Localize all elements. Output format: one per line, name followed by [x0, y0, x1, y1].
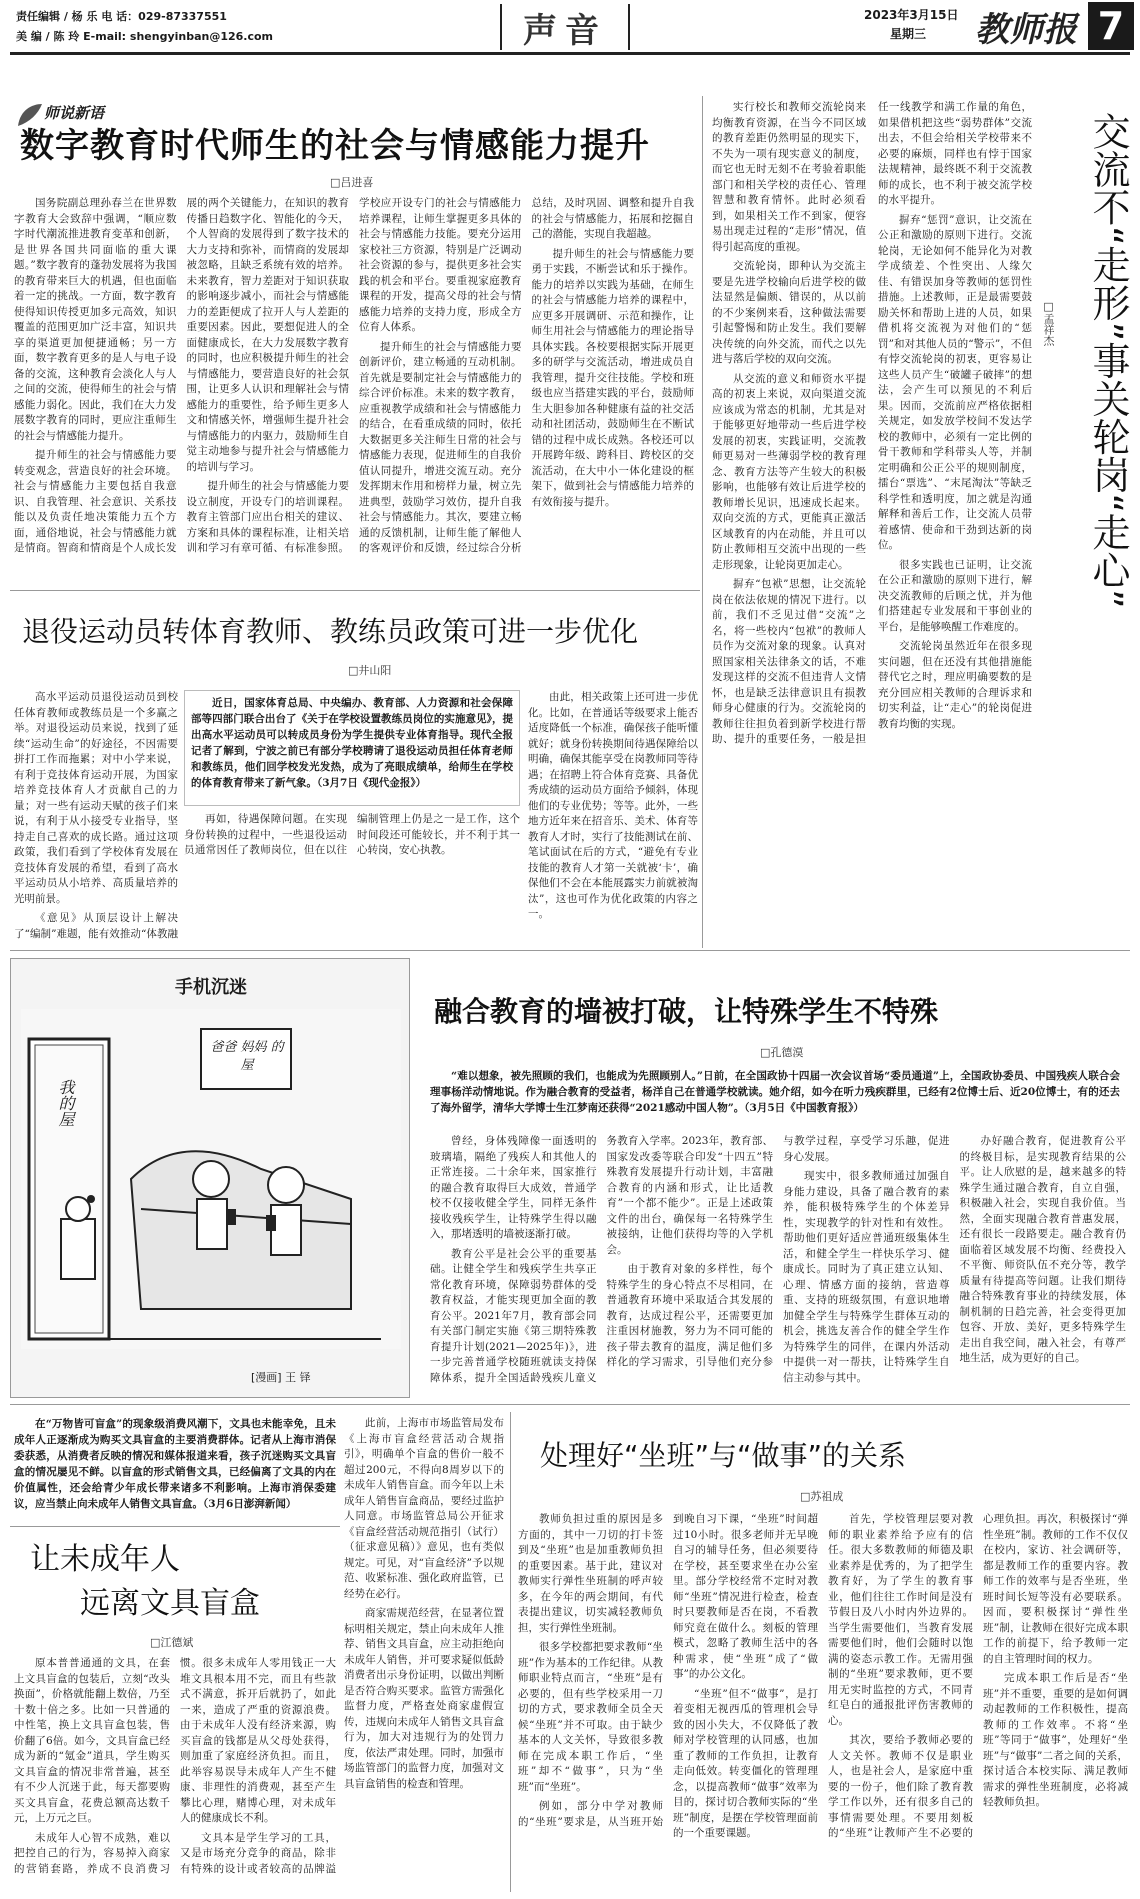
- article5-byline: □江德斌: [150, 1636, 194, 1649]
- article1-title: 数字教育时代师生的社会与情感能力提升: [20, 126, 650, 166]
- article5-body-b: [344, 1416, 504, 1892]
- article2-paragraph: 由此，相关政策上还可进一步优化。比如，在普通话等级要求上能否适度降低一个标准，确保孩子能听懂就好；就身份转换期间待遇保障给以明确，确保其能享受在岗教师同等待遇；在招聘上符合体育竞赛、具备优秀成绩的运动员方面给予倾斜，体现他们的专业优势；等等。此外，一些地方近年来在招音乐、美术、体育等教育人才时，实行了技能测试在前、笔试面试在后的方式，“避免有专业技能的教育人才第一关就被‘卡’，确保他们不会在本能展露实力前就被淘汰”，这也可作为优化政策的内容之一。: [528, 691, 698, 920]
- article3-paragraph: 摒弃“惩罚”意识，让交流在公正和激励的原则下进行。交流轮岗，无论如何不能异化为对教学成绩差、个性突出、人缘欠佳、有错误加身等教师的惩罚性措施。上述教师，正是最需要鼓励关怀和帮助上进的人员，如果借机将交流视为对他们的“惩罚”和对其他人员的“警示”，不但有悖交流轮岗的初衷，更容易让这些人员产生“破罐子破摔”的想法，会产生可以预见的不利后果。因而，交流前应严格依据相关规定，如发放学校间不发达学校的教师中，必须有一定比例的骨干教师和学科带头人等，并制定明确和公正公平的规则制度，擂台“票选”、“末尾淘汰”等缺乏科学性和透明度，加之就是沟通解释和善后工作，让交流人员带着感情、使命和干劲到达新的岗位。: [878, 213, 1032, 551]
- article5-title-line2: 远离文具盲盒: [80, 1586, 260, 1621]
- article3-paragraph: 交流轮岗，即种认为交流主要是先进学校输向后进学校的做法显然是偏颇、错误的，从以前的不少案例来看，这种做法需要引起警惕和防止发生。我们要解决传统的向外交流，而代之以先进与落后学校的双向交流。: [712, 260, 866, 365]
- article6-body: [518, 1512, 1128, 1892]
- article4-paragraph: 办好融合教育，促进教育公平的终极目标，是实现教育结果的公平。让人欣慰的是，越来越多的特殊学生通过融合教育，自立自强，积极融入社会，实现自我价值。当然，全面实现融合教育普惠发展，还有很长一段路要走。融合教育仍面临着区域发展不均衡、经费投入不平衡、师资队伍不充分等，教学质量有待提高等问题。让我们期待融合特殊教育事业的持续发展，体制机制的日趋完善，社会变得更加包容、开放、美好，更多特殊学生走出自我空间，融入社会，有尊严地生活，成为更好的自己。: [959, 1135, 1126, 1364]
- article2-col-b: [184, 812, 520, 942]
- article4-paragraph: 现实中，很多教师通过加强自身能力建设，具备了融合教育的素养，能积极特殊学生的个体差异性，实现教学的针对性和有效性。帮助他们更好适应普通班级集体生活，和健全学生一样快乐学习、健康成长。同时为了真正建立认知、心理、情感方面的接纳，营造尊重、支持的班级氛围，有意识地增加健全学生与特殊学生群体互动的机会，挑选友善合作的健全学生作为特殊学生的同伴，在课内外活动中提供一对一帮扶，让特殊学生自信主动参与其中。: [783, 1170, 950, 1384]
- article4-summary-text: “难以想象，被先照顾的我们，也能成为先照顾别人。”日前，在全国政协十四届一次会议首场“委员通道”上，全国政协委员、中国残疾人联合会理事杨洋动情地说。作为融合教育的受益者，杨洋自己在普通学校就读。她介绍，如今在听力残疾群里，已经有2位博士后、近20位博士，有的还去了海外留学，清华大学博士生江梦南还获得“2021感动中国人物”。（3月5日《中国教育报》）: [430, 1070, 1120, 1114]
- divider: [10, 590, 700, 591]
- section-title-box: [500, 4, 630, 50]
- article2-paragraph: 再如，待遇保障问题。在实现身份转换的过程中，一些退役运动员通常因任了教师岗位，但在以往编制管理上仍是之一是工作，这个时间段还可能较长，并不利于其一心转岗，安心执教。: [184, 813, 520, 856]
- article2-summary: [184, 690, 520, 806]
- page-number: 7: [1088, 2, 1134, 50]
- article5-summary-text: 在“万物皆可盲盒”的现象级消费风潮下，文具也未能幸免，且未成年人正逐渐成为购买文具盲盒的主要消费群体。记者从上海市消保委获悉，从消费者反映的情况和媒体报道来看，孩子沉迷购买文具盲盒的情况屡见不鲜。以盲盒的形式销售文具，已经偏离了文具的内在价值属性，还会给青少年成长带来诸多不利影响。上海市消保委建议，应当禁止向未成年人销售文具盲盒。（3月6日澎湃新闻）: [14, 1418, 336, 1510]
- article3-byline: □孟祥杰: [1042, 300, 1055, 346]
- article3-title: 交流不“走形”事关轮岗“走心”: [1086, 112, 1130, 609]
- article3-paragraph: 摒弃“包袱”思想，让交流轮岗在依法依规的情况下进行。以前，我们不乏见过借“交流”之名，将一些校内“包袱”的教师人员作为交流对象的现象。认真对照国家相关法律条文的话，不难发现这样的交流不但违背人文情怀，也是缺乏法律意识且有损教师身心健康的行为。交流轮岗的教师往往担负着到新学校进行帮助、提升的重要任务，一般是担任一线教学和满工作量的角色，如果借机把这些“弱势群体”交流出去，不但会给相关学校带来不必要的麻烦，同样也有悖于国家法规精神，最终既不利于交流教师的成长，也不利于被交流学校的水平提升。: [712, 101, 1032, 745]
- article3-paragraph: 从交流的意义和师资水平提高的初衷上来说，双向渠道交流应该成为常态的机制，尤其是对于能够更好地带动一些后进学校发展的初衷，实践证明，交流教师更易对一些薄弱学校的教育理念、教育方法等产生较大的积极影响，也能够有效让后进学校的教师增长见识，迅速成长起来。双向交流的方式，更能真正激活区域教育的内在动能，并且可以防止教师相互交流中出现的一些走形现象，让轮岗更加走心。: [712, 372, 866, 571]
- article6-paragraph: 其次，要给予教师必要的人文关怀。教师不仅是职业人，也是社会人，是家庭中重要的一份子，他们除了教育教学工作以外，还有很多自己的事情需要处理。不要用刻板的“坐班”让教师产生不必要的心理负担。再次，积极探讨“弹性坐班”制。教师的工作不仅仅在校内，家访、社会调研等，都是教师工作的重要内容。教师工作的效率与是否坐班，坐班时间长短等没有必要联系。因而，要积极探讨“弹性坐班”制，让教师在很好完成本职工作的前提下，给予教师一定的自主管理时间的权力。: [828, 1513, 1128, 1839]
- article1-paragraph: 提升师生的社会与情感能力要转变观念，营造良好的社会环境。社会与情感能力主要包括自我意识、自我管理、社会意识、关系技能以及负责任地决策能力五个方面，通俗地说，社会与情感能力就是情商。智商和情商是个人成长发展的两个关键能力，在知识的教育传播日趋数字化、智能化的今天，个人智商的发展得到了数字技术的大力支持和弥补，而情商的发展却被忽略，且缺乏系统有效的培养。未来教育，智力差距对于知识获取的影响逐步减小，而社会与情感能力的差距便成了拉开人与人差距的重要因素。因此，要想促进人的全面健康成长，在大力发展数字教育的同时，也应积极提升师生的社会与情感能力，要营造良好的社会氛围，让更多人认识和理解社会与情感能力的重要性，给予师生更多人文和情感关怀，增强师生提升社会与情感能力的内驱力，鼓励师生自觉主动地参与提升社会与情感能力的培训与学习。: [14, 197, 349, 554]
- article5-paragraph: 未成年人心智不成熟，难以把控自己的行为，容易掉入商家的营销套路，养成不良消费习惯。很多未成年人零用钱正一大堆文具根本用不完，而且有些款式不满意，拆开后就扔了，如此一来，造成了严重的资源浪费。由于未成年人没有经济来源，购买盲盒的钱都是从父母处获得，则加重了家庭经济负担。而且，此举容易误导未成年人产生不健康、非理性的消费观，甚至产生攀比心理，赌博心理，对未成年人的健康成长不利。: [14, 1657, 336, 1875]
- article6-paragraph: 例如，部分中学对教师的“坐班”要求是，从当班开始到晚自习下课，“坐班”时间超过10小时。很多老师并无早晚自习的辅导任务，但必须要待在学校，甚至要求坐在办公室里。部分学校经常不定时对教师“坐班”情况进行检查，检查时只要教师是否在岗，不看教师究竟在做什么。刻板的管理模式，忽略了教师生活中的各种需求，使“坐班”成了“做事”的办公文化。: [518, 1513, 818, 1828]
- divider: [10, 1526, 340, 1527]
- article3-paragraph: 实行校长和教师交流轮岗来均衡教育资源，在当今不同区域的教育差距仍然明显的现实下，不失为一项有现实意义的制度，而它也无时无刻不在考验着职能部门和相关学校的责任心、管理智慧和教育情怀。此时必须看到，如果相关工作不到家，便容易出现走过程的“走形”情况，值得引起高度的重视。: [712, 101, 866, 253]
- masthead-rule: [10, 52, 1130, 55]
- article3-paragraph: 交流轮岗虽然近年在很多现实问题，但在还没有其他措施能替代它之时，理应明确要数的是充分回应相关教师的合理诉求和切实利益，让“走心”的轮岗促进教育均衡的实现。: [878, 640, 1032, 730]
- article4-summary: [430, 1068, 1120, 1126]
- cartoon-door-text: 我的屋: [56, 1079, 75, 1127]
- article6-paragraph: 教师负担过重的原因是多方面的，其中一刀切的打卡签到及“坐班”也是加重教师负担的重要因素。基于此，建议对教师实行弹性坐班制的呼声较多，在今年的两会期间，有代表提出建议，切实减轻教师负担，实行弹性坐班制。: [518, 1513, 663, 1634]
- divider: [10, 1404, 1130, 1405]
- section-title: 声音: [523, 10, 607, 51]
- article5-paragraph: 此前，上海市市场监管局发布《上海市盲盒经营活动合规指引》，明确单个盲盒的售价一般不超过200元，不得向8周岁以下的未成年人销售盲盒。而今年以上未成年人销售盲盒商品，要经过监护人同意。市场监管总局公开征求《盲盒经营活动规范指引（试行）（征求意见稿）》意见，也有类似规定。可见，对“盲盒经济”予以规范、收紧标准、强化政府监管，已经势在必行。: [344, 1417, 504, 1600]
- cartoon-caption: [漫画] 王 铎: [251, 1371, 311, 1384]
- divider: [702, 96, 703, 948]
- article6-paragraph: 首先，学校管理层要对教师的职业素养给予应有的信任。很大多数教师的师德及职业素养是优秀的，为了把学生教育好，为了学生的教育事业，他们往往工作时间是没有节假日及八小时内外边界的。当学生需要他们，当教育发展需要他们时，他们会随时以饱满的姿态示教工作。无需用强制的“坐班”要求教师，更不要用无实时监控的方式，不同青红皂白的通报批评伤害教师的心。: [828, 1513, 973, 1727]
- article5-paragraph: 原本普普通通的文具，在套上文具盲盒的包装后，立刻“改头换面”，价格就能翻上数倍，乃至十数十倍之多。比如一只普通的中性笔，换上文具盲盒包装，售价翻了6倍。如今，文具盲盒已经成为新的“氪金”道具，学生购买文具盲盒的情况非常普遍，甚至有不少人沉迷于此，每天都要购买文具盲盒，花费总额高达数千元，上万元之巨。: [14, 1657, 170, 1824]
- article2-col-a: [14, 690, 178, 940]
- issue-weekday: 星期三: [890, 27, 927, 41]
- article5-paragraph: 文具本是学生学习的工具，又是市场充分竞争的商品，除非有特殊的设计或者较高的品牌溢: [180, 1831, 336, 1875]
- article2-col-c: [528, 690, 698, 942]
- article6-paragraph: 完成本职工作后是否“坐班”并不重要，重要的是如何调动起教师的工作积极性，提高教师的工作效率。不将“坐班”等同于“做事”，处理好“坐班”与“做事”二者之间的关系，探讨适合本校实际、满足教师需求的弹性坐班制度，必将减轻教师负担。: [983, 1672, 1128, 1808]
- article2-byline: □井山阳: [348, 664, 392, 677]
- article1-paragraph: 提升师生的社会与情感能力要勇于实践，不断尝试和乐于操作。能力的培养以实践为基础，在师生的社会与情感能力培养的课程中，应更多开展调研、示范和操作，让师生用社会与情感能力的理论指导具体实践。各校要根据实际开展更多的研学与交流活动，增进成员自我管理，提升交往技能。学校和班级也应当搭建实践的平台，鼓励师生大胆参加各种健康有益的社交活动和社团活动，鼓励师生在不断试错的过程中成长成熟。各校还可以开展跨年级、跨科目、跨校区的交流活动，在大中小一体化建设的框架下，做到社会与情感能力培养的有效衔接与提升。: [531, 247, 694, 508]
- article4-paragraph: 教育公平是社会公平的重要基础。让健全学生和残疾学生共享正常化教育环境，保障弱势群体的受教育权益，才能实现更加全面的教育公平。2021年7月，教育部会同有关部门制定实施《第三期特殊教育提升计划(2021—2025年)》，进一步完善普通学校随班就读支持保障体系，提升全国适龄残疾儿童义务教育入学率。2023年，教育部、国家发改委等联合印发“十四五”特殊教育发展提升行动计划，丰富融合教育的内涵和形式，让比适教育”一个都不能少”。正是上述政策文件的出台，确保每一名特殊学生被接纳，让他们获得均等的入学机会。: [430, 1135, 773, 1384]
- article5-body-a: [14, 1656, 336, 1892]
- masthead: [0, 0, 1140, 56]
- cartoon-panel: [10, 958, 410, 1398]
- cartoon-title: 手机沉迷: [175, 977, 247, 998]
- article3-paragraph: 很多实践也已证明，让交流在公正和激励的原则下进行，解决交流教师的后顾之忧，并为他们搭建起专业发展和干事创业的平台，是能够唤醒工作难度的。: [878, 558, 1032, 633]
- article1-paragraph: 提升师生的社会与情感能力要设立制度，开设专门的培训课程。教育主管部门应出台相关的建议、方案和具体的课程标准，让相关培训和学习有章可循、有标准参照。学校应开设专门的社会与情感能力培养课程，让师生掌握更多具体的社会与情感能力技能。要充分运用家校社三方资源，特别是广泛调动社会资源的参与，提供更多社会实践的机会和平台。要重视家庭教育课程的开发，提高父母的社会与情感能力培养的支持力度，形成全方位育人体系。: [186, 197, 522, 554]
- article4-body: [430, 1134, 1126, 1396]
- article6-paragraph: “坐班”但不“做事”，是打着变相无视西瓜的管理机会导致的因小失大，不仅降低了教师对学校管理的认同感，也加重了教师的工作负担，让教育走向低效。转变僵化的管理理念，以提高教师“做事”效率为目的，探讨切合教师实际的“坐班”制度，是摆在学校管理面前的一个重要课题。: [673, 1687, 818, 1839]
- article6-paragraph: 很多学校都把要求教师“坐班”作为基本的工作纪律。从教师职业特点而言，“坐班”是有必要的，但有些学校采用一刀切的方式，要求教师全员全天候“坐班”并不可取。由于缺少基本的人文关怀，导致很多教师在完成本职工作后，“坐班”却不“做事”，只为“坐班”而“坐班”。: [518, 1641, 663, 1793]
- editor-line: 责任编辑 / 杨 乐 电 话：029-87337551: [16, 10, 227, 23]
- column-logo-text: 师说新语: [44, 104, 105, 122]
- article5-summary: [14, 1416, 336, 1520]
- article2-paragraph: 高水平运动员退役运动员到校任体育教师或教练员是一个多赢之举。对退役运动员来说，找到了延续“运动生命”的好途径，不因需要拼打工作而拖累；对中小学来说，有利于竞技体育运动开展，为国家培养竞技体育人才贡献自己的力量；对一些有运动天赋的孩子们来说，有利于从小接受专业指导，坚持走自己喜欢的成长路。通过这项政策，我们看到了学校体育发展在竞技体育发展的希望，看到了高水平运动员从小培养、高质量培养的光明前景。: [14, 691, 178, 905]
- article5-paragraph: 商家需规范经营，在显著位置标明相关规定，禁止向未成年人推荐、销售文具盲盒，应主动拒绝向未成年人销售，并可要求疑似低龄消费者出示身份证明，以做出判断是否符合购买要求。监管方需强化监督力度，严格查处商家虚假宣传，违规向未成年人销售文具盲盒行为，加大对违规行为的处罚力度，依法严肃处理。同时，加强市场监管部门的监督力度，加强对文具盲盒销售的检查和管理。: [344, 1607, 504, 1790]
- article5-title-line1: 让未成年人: [30, 1542, 180, 1577]
- paper-name-logo: 教师报: [975, 10, 1077, 50]
- article4-title: 融合教育的墙被打破，让特殊学生不特殊: [434, 995, 939, 1028]
- article4-byline: □孔德漠: [760, 1046, 804, 1059]
- article1-byline: □吕进喜: [330, 176, 374, 189]
- article6-byline: □苏祖成: [800, 1490, 844, 1503]
- divider: [510, 1412, 511, 1892]
- article2-title: 退役运动员转体育教师、教练员政策可进一步优化: [22, 615, 639, 648]
- article6-title: 处理好“坐班”与“做事”的关系: [540, 1439, 907, 1472]
- article1-paragraph: 国务院副总理孙春兰在世界数字教育大会致辞中强调，“顺应数字时代潮流推进教育变革和创新，是世界各国共同面临的重大课题。”数字教育的蓬勃发展将为我国的教育带来巨大的机遇，但也面临着一定的挑战。一方面，数字教育使得知识传授更加多元高效，知识覆盖的范围更加广泛丰富，知识共享的渠道更加便捷通畅；另一方面，数字教育更多的是人与电子设备的交流，这种教育会淡化人与人之间的交流，使得师生的社会与情感能力弱化。因此，我们在大力发展数字教育的同时，更应注重师生的社会与情感能力提升。: [14, 197, 177, 442]
- article4-paragraph: 由于教育对象的多样性，每个特殊学生的身心特点不尽相同，在普通教育环境中采取适合其发展的教育，达成过程公平，还需要更加注重因材施教，努力为不同可能的孩子带去教育的温度，满足他们多样化的学习需求，引导他们充分参与教学过程，享受学习乐趣，促进身心发展。: [606, 1135, 950, 1368]
- divider: [10, 950, 1130, 951]
- designer-line: 美 编 / 陈 玲 E-mail: shengyinban@126.com: [16, 30, 274, 43]
- issue-date: 2023年3月15日: [864, 8, 959, 22]
- article2-summary-text: 近日，国家体育总局、中央编办、教育部、人力资源和社会保障部等四部门联合出台了《关于在学校设置教练员岗位的实施意见》，提出高水平运动员可以转成员身份为学生提供专业体育指导。现代全报记者了解到，宁波之前已有部分学校聘请了退役运动员担任体育老师和教练员，他们回学校发光发热，成为了亮眼成绩单，给师生在学校的体育教育带来了新气象。（3月7日《现代金报》）: [191, 697, 513, 789]
- article1-paragraph: 提升师生的社会与情感能力要创新评价，建立畅通的互动机制。首先就是要制定社会与情感能力的综合评价标准。未来的数字教育，应重视教学成绩和社会与情感能力的结合，在看重成绩的同时，依托大数据更多关注师生日常的社会与情感能力表现，促进师生的自我价值认同提升，增进交流互动。充分发挥期末作用和榜样力量，树立先进典型，鼓励学习效仿，提升自我社会与情感能力。其次，要建立畅通的反馈机制，让师生能了解他人的客观评价和反馈，经过综合分析总结，及时巩固、调整和提升自我的社会与情感能力，拓展和挖掘自己的潜能，实现自我超越。: [359, 197, 694, 554]
- article2-paragraph: 《意见》从顶层设计上解决了“编制”难题，能有效推动“体教融: [14, 912, 178, 940]
- article4-paragraph: 曾经，身体残障像一面透明的玻璃墙，隔绝了残疾人和其他人的正常连接。二十余年来，国家推行的融合教育取得巨大成效，普通学校不仅接收健全学生，同样无条件接收残疾学生，让特殊学生得以融入，那堵透明的墙被逐渐打破。: [430, 1135, 597, 1240]
- article1-body: [14, 196, 694, 586]
- article3-body: [712, 100, 1032, 940]
- cartoon-sign-text: 爸爸 妈妈 的屋: [210, 1040, 284, 1073]
